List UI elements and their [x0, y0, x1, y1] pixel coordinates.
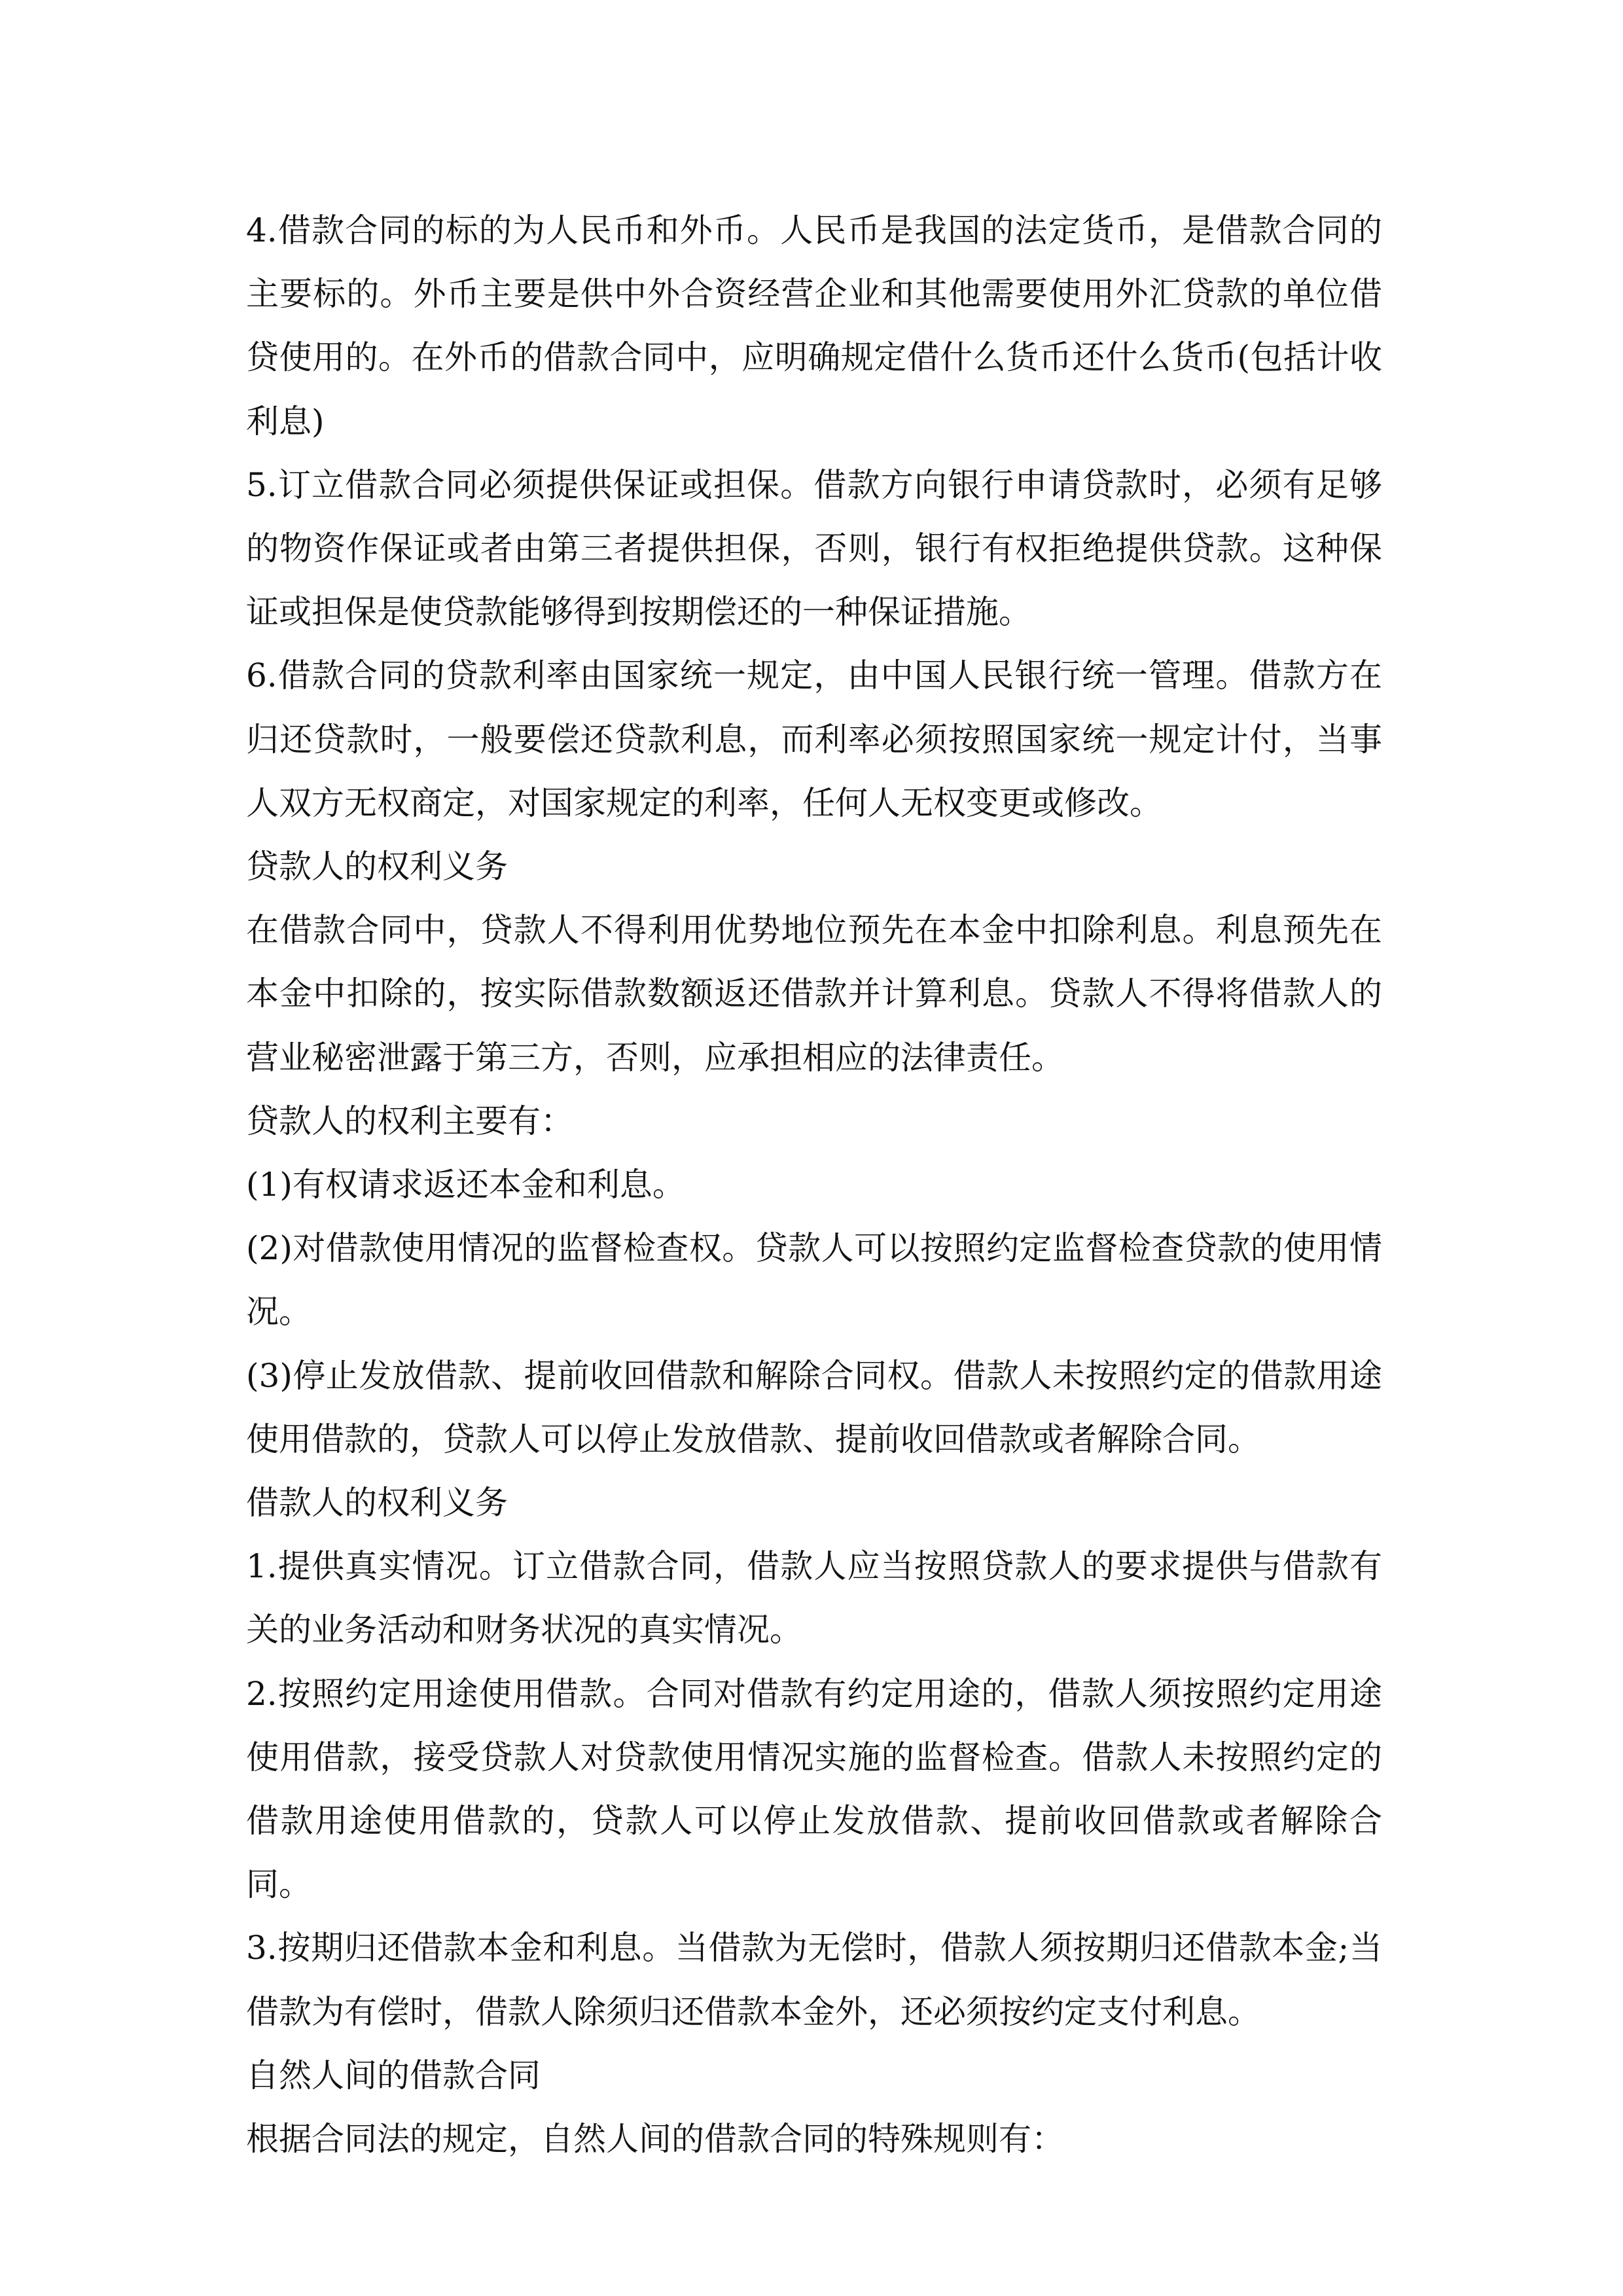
document-body [246, 199, 1382, 2171]
list-item-lender-right-2: (2)对借款使用情况的监督检查权。贷款人可以按照约定监督检查贷款的使用情况。 [246, 1229, 1382, 1331]
paragraph-item-6-interest-rate: 6.借款合同的贷款利率由国家统一规定，由中国人民银行统一管理。借款方在归还贷款时，一般要偿还贷款利息，而利率必须按照国家统一规定计付，当事人双方无权商定，对国家规定的利率，任何人无权变更或修改。 [246, 656, 1382, 822]
paragraph-lender-obligations: 在借款合同中，贷款人不得利用优势地位预先在本金中扣除利息。利息预先在本金中扣除的，按实际借款数额返还借款并计算利息。贷款人不得将借款人的营业秘密泄露于第三方，否则，应承担相应的法律责任。 [246, 911, 1382, 1077]
paragraph-lender-rights-intro: 贷款人的权利主要有： [246, 1102, 573, 1140]
section-heading-lender-rights: 贷款人的权利义务 [246, 848, 508, 886]
list-item-borrower-duty-2: 2.按照约定用途使用借款。合同对借款有约定用途的，借款人须按照约定用途使用借款，接受贷款人对贷款使用情况实施的监督检查。借款人未按照约定的借款用途使用借款的，贷款人可以停止发放借款、提前收回借款或者解除合同。 [246, 1674, 1382, 1904]
section-heading-natural-person-loans: 自然人间的借款合同 [246, 2056, 541, 2094]
list-item-borrower-duty-3: 3.按期归还借款本金和利息。当借款为无偿时，借款人须按期归还借款本金;当借款为有偿时，借款人除须归还借款本金外，还必须按约定支付利息。 [246, 1929, 1382, 2031]
paragraph-natural-person-rules-intro: 根据合同法的规定，自然人间的借款合同的特殊规则有： [246, 2120, 1064, 2159]
paragraph-item-5-guarantee: 5.订立借款合同必须提供保证或担保。借款方向银行申请贷款时，必须有足够的物资作保证或者由第三者提供担保，否则，银行有权拒绝提供贷款。这种保证或担保是使贷款能够得到按期偿还的一种保证措施。 [246, 465, 1382, 632]
list-item-lender-right-1: (1)有权请求返还本金和利息。 [246, 1166, 685, 1204]
paragraph-item-4-currency: 4.借款合同的标的为人民币和外币。人民币是我国的法定货币，是借款合同的主要标的。外币主要是供中外合资经营企业和其他需要使用外汇贷款的单位借贷使用的。在外币的借款合同中，应明确规定借什么货币还什么货币(包括计收利息) [246, 211, 1382, 440]
section-heading-borrower-rights: 借款人的权利义务 [246, 1484, 508, 1522]
list-item-borrower-duty-1: 1.提供真实情况。订立借款合同，借款人应当按照贷款人的要求提供与借款有关的业务活动和财务状况的真实情况。 [246, 1547, 1382, 1649]
list-item-lender-right-3: (3)停止发放借款、提前收回借款和解除合同权。借款人未按照约定的借款用途使用借款的，贷款人可以停止发放借款、提前收回借款或者解除合同。 [246, 1356, 1382, 1458]
